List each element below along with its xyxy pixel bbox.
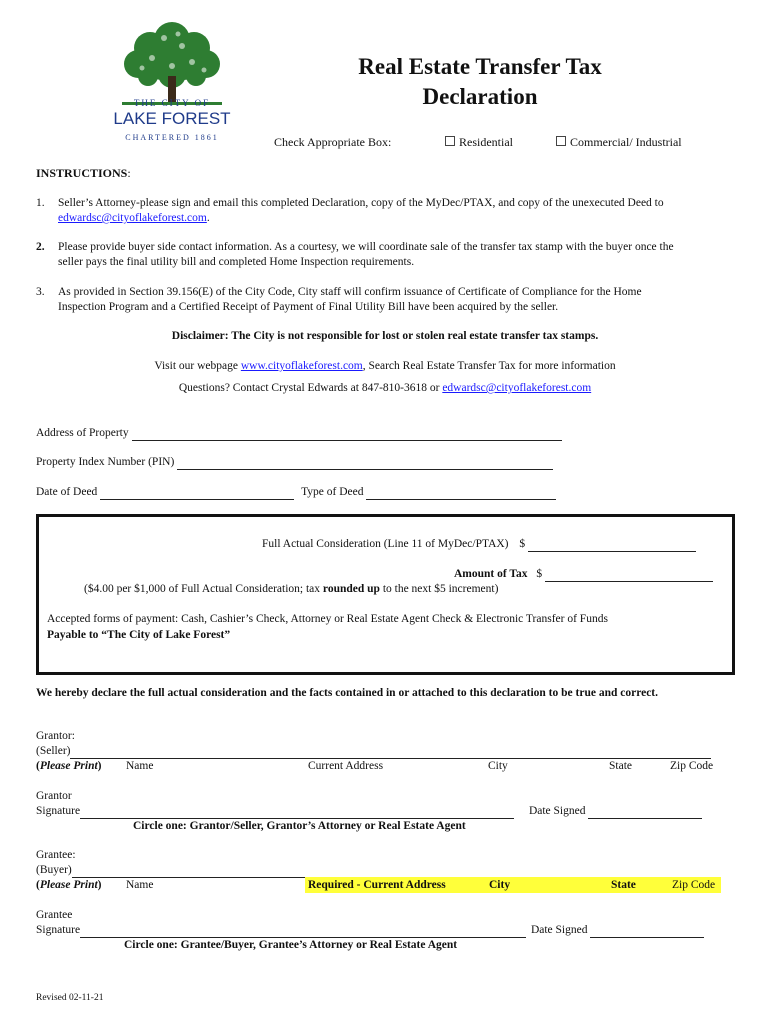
grantee-buyer-row — [36, 863, 710, 878]
grantee-label: Grantee: — [36, 849, 76, 861]
instruction-1-body: Seller’s Attorney-please sign and email this completed Declaration, copy of the MyDec/PTAX, and copy of the unexecuted Deed to — [58, 197, 664, 209]
page-title-line1: Real Estate Transfer Tax — [358, 54, 602, 79]
grantee-signature-row — [36, 923, 704, 938]
grantee-address-caption: Required - Current Address — [308, 879, 446, 891]
commercial-label: Commercial/ Industrial — [570, 135, 682, 149]
grantee-zip-caption: Zip Code — [672, 879, 716, 891]
full-consideration-field[interactable] — [528, 551, 696, 552]
grantee-buyer-label: (Buyer) — [36, 864, 72, 876]
revised-date: Revised 02-11-21 — [36, 993, 104, 1003]
instruction-3-body-2: Inspection Program and a Certified Receipt of Payment of Final Utility Bill have been acquired by the seller. — [58, 301, 559, 313]
instruction-2-text — [58, 240, 748, 270]
visit-before: Visit our webpage — [154, 360, 241, 372]
full-consideration-label: Full Actual Consideration (Line 11 of MyDec/PTAX) — [262, 538, 509, 550]
date-of-deed-field[interactable] — [100, 499, 294, 500]
grantor-please-print: (Please Print) — [36, 760, 102, 772]
amount-of-tax-dollar: $ — [536, 568, 543, 580]
grantor-state-caption: State — [609, 760, 632, 772]
grantor-zip-caption: Zip Code — [670, 760, 714, 772]
tax-rate-note — [84, 582, 498, 597]
city-logo — [112, 18, 232, 146]
commercial-option[interactable] — [556, 135, 682, 150]
grantor-signature-row — [36, 804, 702, 819]
pin-row — [36, 455, 553, 470]
instruction-1-num: 1. — [36, 197, 45, 209]
residential-option[interactable] — [445, 135, 513, 150]
grantee-circle-one: Circle one: Grantee/Buyer, Grantee’s Attorney or Real Estate Agent — [124, 939, 458, 951]
visit-webpage-line — [0, 359, 770, 374]
instruction-1-email-link[interactable]: edwardsc@cityoflakeforest.com — [58, 212, 207, 224]
grantee-state-caption: State — [611, 879, 636, 891]
pin-field[interactable] — [177, 469, 553, 470]
grantor-city-caption: City — [488, 760, 508, 772]
tax-rate-before: ($4.00 per $1,000 of Full Actual Consideration; tax — [84, 583, 323, 595]
instruction-3-body: As provided in Section 39.156(E) of the City Code, City staff will confirm issuance of Certificate of Compliance for the Home — [58, 286, 642, 298]
grantee-signature-label-2: Signature — [36, 924, 81, 936]
instructions-heading-text: INSTRUCTIONS — [36, 166, 128, 180]
grantor-date-signed-field[interactable] — [588, 818, 702, 819]
type-of-deed-label: Type of Deed — [301, 486, 364, 498]
grantee-date-signed-field[interactable] — [590, 937, 704, 938]
instruction-3-num: 3. — [36, 286, 45, 298]
grantee-city-caption: City — [489, 879, 511, 891]
type-of-deed-field[interactable] — [366, 499, 556, 500]
full-consideration-dollar: $ — [519, 538, 526, 550]
address-of-property-field[interactable] — [132, 440, 562, 441]
questions-before: Questions? Contact Crystal Edwards at 847-810-3618 or — [178, 382, 443, 394]
grantor-date-signed-label: Date Signed — [528, 805, 586, 817]
instruction-2-num: 2. — [36, 241, 45, 253]
amount-of-tax-field[interactable] — [545, 581, 713, 582]
grantor-signature-label-2: Signature — [36, 805, 81, 817]
residential-label: Residential — [459, 135, 513, 149]
full-consideration-row — [262, 537, 696, 552]
instructions-colon: : — [127, 166, 131, 180]
instruction-2-body-2: seller pays the final utility bill and completed Home Inspection requirements. — [58, 256, 415, 268]
grantee-name-caption: Name — [126, 879, 154, 891]
instruction-1-text — [58, 196, 748, 226]
grantor-seller-row — [36, 744, 711, 759]
questions-line — [0, 381, 770, 396]
address-of-property-label: Address of Property — [36, 427, 129, 439]
payable-to: Payable to “The City of Lake Forest” — [47, 629, 231, 641]
grantee-please-print: (Please Print) — [36, 879, 102, 891]
amount-of-tax-label: Amount of Tax — [454, 568, 528, 580]
contact-email-link[interactable]: edwardsc@cityoflakeforest.com — [442, 382, 592, 394]
grantor-seller-label: (Seller) — [36, 745, 71, 757]
grantor-circle-one: Circle one: Grantor/Seller, Grantor’s Attorney or Real Estate Agent — [133, 820, 466, 832]
residential-checkbox[interactable] — [445, 136, 455, 146]
address-of-property-row — [36, 426, 562, 441]
grantee-date-signed-label: Date Signed — [530, 924, 588, 936]
declaration-statement: We hereby declare the full actual consideration and the facts contained in or attached to this declaration to be true and correct. — [36, 687, 659, 699]
website-link[interactable]: www.cityoflakeforest.com — [240, 360, 363, 372]
tree-logo-icon — [112, 18, 232, 108]
instruction-1-period: . — [206, 212, 210, 224]
check-box-label: Check Appropriate Box: — [274, 135, 392, 149]
grantee-signature-label: Grantee — [36, 909, 73, 921]
commercial-checkbox[interactable] — [556, 136, 566, 146]
grantor-address-caption: Current Address — [308, 760, 384, 772]
pin-label: Property Index Number (PIN) — [36, 456, 175, 468]
deed-row — [36, 485, 556, 500]
tax-rate-bold: rounded up — [322, 583, 380, 595]
grantor-label: Grantor: — [36, 730, 75, 742]
date-of-deed-label: Date of Deed — [36, 486, 98, 498]
amount-of-tax-row — [454, 567, 713, 582]
tax-rate-after: to the next $5 increment) — [379, 583, 499, 595]
instruction-2-body: Please provide buyer side contact information. As a courtesy, we will coordinate sale of the transfer tax stamp with the buyer once the — [58, 241, 674, 253]
instruction-3-text — [58, 285, 748, 315]
visit-after: , Search Real Estate Transfer Tax for more information — [362, 360, 616, 372]
grantee-please-print-text: Please Print — [39, 879, 98, 891]
disclaimer: Disclaimer: The City is not responsible for lost or stolen real estate transfer tax stamps. — [171, 330, 599, 342]
payment-forms: Accepted forms of payment: Cash, Cashier’s Check, Attorney or Real Estate Agent Check & Electronic Transfer of Funds — [47, 613, 608, 625]
logo-text-top: THE CITY OF — [133, 98, 211, 108]
instructions-heading — [36, 166, 131, 181]
logo-text-bottom: CHARTERED 1861 — [125, 133, 219, 142]
grantor-please-print-text: Please Print — [39, 760, 98, 772]
grantor-signature-label: Grantor — [36, 790, 72, 802]
grantor-name-caption: Name — [126, 760, 154, 772]
logo-text-main: LAKE FOREST — [113, 109, 231, 128]
page-title-line2: Declaration — [422, 84, 538, 109]
